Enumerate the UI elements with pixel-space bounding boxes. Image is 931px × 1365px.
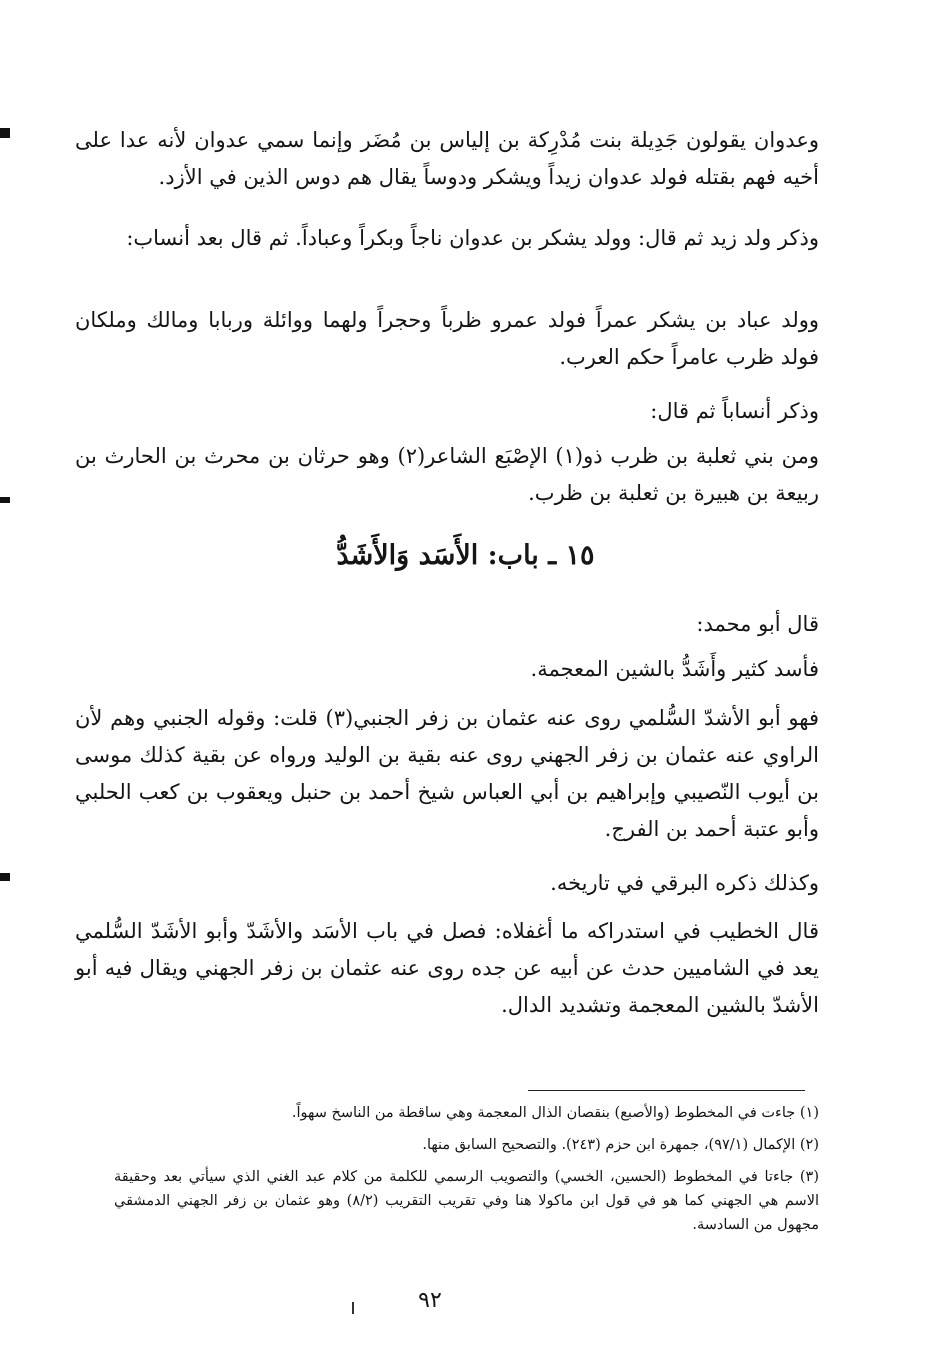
section-paragraph-4: وكذلك ذكره البرقي في تاريخه.	[550, 871, 819, 895]
section-paragraph-3: فهو أبو الأشدّ السُّلمي روى عنه عثمان بن زفر الجنبي(٣) قلت: وقوله الجنبي وهم لأن الراوي عنه عثمان بن زفر الجهني روى عنه بقية بن الوليد ورواه عن بقية كذلك موسى بن أيوب النّصيبي وإبراهيم بن أبي العباس شيخ أحمد بن حنبل ويعقوب بن كعب الحلبي وأبو عتبة أحمد بن الفرج.	[75, 706, 819, 841]
paragraph-5: ومن بني ثعلبة بن ظرب ذو(١) الإصْبَع الشاعر(٢) وهو حرثان بن محرث بن الحارث بن ربيعة بن هبيرة بن ثعلبة بن ظرب.	[75, 444, 820, 505]
paragraph-3: وولد عباد بن يشكر عمراً فولد عمرو ظرباً وحجراً ولهما ووائلة وربابا ومالك وملكان فولد ظرب عامراً حكم العرب.	[75, 308, 819, 369]
page-number: ٩٢	[418, 1288, 442, 1313]
paragraph-1: وعدوان يقولون جَدِيلة بنت مُدْرِكة بن إلياس بن مُضَر وإنما سمي عدوان لأنه عدا على أخيه فهم بقتله فولد عدوان زيداً ويشكر ودوساً يقال هم دوس الذين في الأزد.	[75, 128, 819, 189]
paragraph-2: وذكر ولد زيد ثم قال: وولد يشكر بن عدوان ناجاً وبكراً وعباداً. ثم قال بعد أنساب:	[126, 226, 819, 250]
footnote-2: (٢) الإكمال (٩٧/١)، جمهرة ابن حزم (٢٤٣). والتصحيح السابق منها.	[422, 1137, 819, 1153]
section-paragraph-1: قال أبو محمد:	[696, 612, 819, 636]
section-paragraph-2: فأسد كثير وأَشَدُّ بالشين المعجمة.	[530, 657, 819, 681]
scan-tick-mark	[352, 1302, 354, 1314]
scan-edge-mark	[0, 128, 10, 138]
scan-edge-mark	[0, 873, 10, 881]
scan-edge-mark	[0, 497, 10, 503]
paragraph-4: وذكر أنساباً ثم قال:	[650, 399, 819, 423]
chapter-heading: ١٥ ـ باب: الأَسَد وَالأَشَدُّ	[336, 540, 595, 571]
footnote-divider	[528, 1090, 805, 1091]
footnote-3: (٣) جاءتا في المخطوط (الحسين، الخسي) والتصويب الرسمي للكلمة من كلام عبد الغني الذي سيأتي بعد وحقيقة الاسم هي الجهني كما هو في قول ابن ماكولا هنا وفي تقريب التقريب (٨/٢) وهو عثمان بن زفر الجهني الدمشقي مجهول من السادسة.	[114, 1169, 819, 1233]
footnote-1: (١) جاءت في المخطوط (والأصبع) بنقصان الذال المعجمة وهي ساقطة من الناسخ سهواً.	[291, 1105, 819, 1121]
section-paragraph-5: قال الخطيب في استدراكه ما أغفلاه: فصل في باب الأسَد والأشَدّ وأبو الأشَدّ السُّلمي يعد في الشاميين حدث عن أبيه عن جده روى عنه عثمان بن زفر الجهني ويقال فيه أبو الأشدّ بالشين المعجمة وتشديد الدال.	[75, 919, 819, 1017]
